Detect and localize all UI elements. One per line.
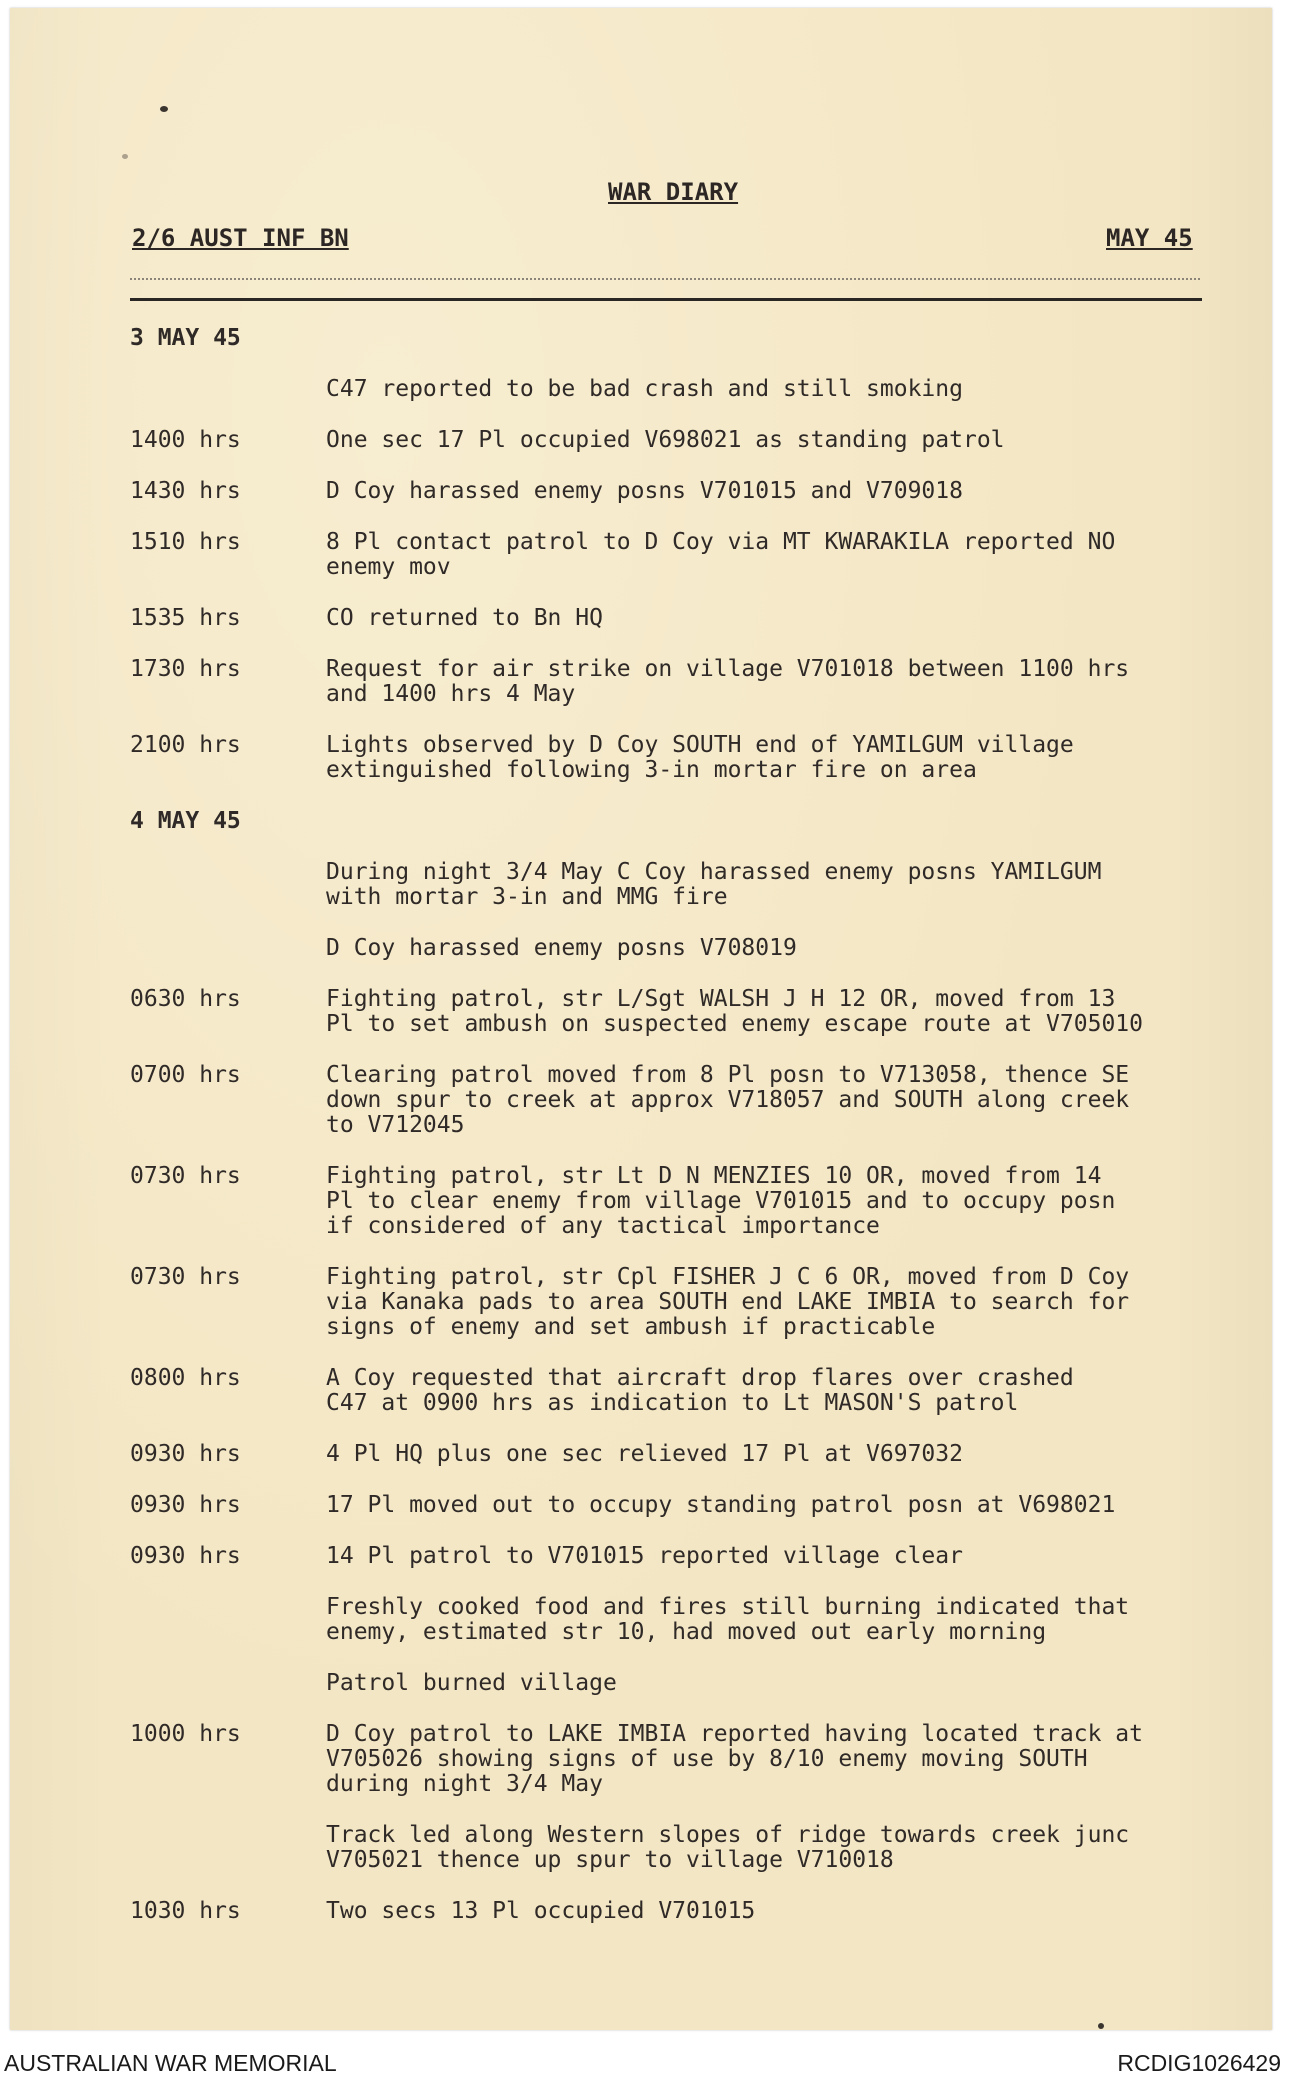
document-title: WAR DIARY	[608, 178, 739, 206]
reference-id: RCDIG1026429	[1117, 2050, 1281, 2076]
diary-entry	[130, 530, 1230, 580]
entry-text: Lights observed by D Coy SOUTH end of YAMILGUM village extinguished following 3-in mortar fire on area	[326, 732, 1074, 783]
entry-time: 2100 hrs	[130, 732, 241, 758]
entry-text: D Coy harassed enemy posns V708019	[326, 935, 797, 961]
entry-time	[130, 377, 326, 402]
entry-text: Clearing patrol moved from 8 Pl posn to V713058, thence SE down spur to creek at approx V718057 and SOUTH along creek to V712045	[326, 1062, 1130, 1138]
entry-text: Patrol burned village	[326, 1670, 617, 1696]
entry-text: 4 Pl HQ plus one sec relieved 17 Pl at V697032	[326, 1441, 963, 1467]
entry-time: 0930 hrs	[130, 1441, 241, 1467]
entry-time	[130, 1823, 326, 1873]
ink-dot	[1098, 2023, 1104, 2029]
diary-entry	[130, 1063, 1230, 1138]
entry-text: Fighting patrol, str Cpl FISHER J C 6 OR, moved from D Coy via Kanaka pads to area SOUTH end LAKE IMBIA to search for signs of enemy and set ambush if practicable	[326, 1264, 1130, 1340]
day-heading	[130, 809, 1230, 834]
entry-text: Fighting patrol, str Lt D N MENZIES 10 OR, moved from 14 Pl to clear enemy from village V701015 and to occupy posn if considered of any tactical importance	[326, 1163, 1116, 1239]
entry-text: D Coy patrol to LAKE IMBIA reported having located track at V705026 showing signs of use by 8/10 enemy moving SOUTH during night 3/4 May	[326, 1721, 1143, 1797]
diary-entry	[130, 936, 1230, 961]
diary-entries	[130, 326, 1230, 1950]
entry-text: 17 Pl moved out to occupy standing patrol posn at V698021	[326, 1492, 1116, 1518]
entry-text: During night 3/4 May C Coy harassed enemy posns YAMILGUM with mortar 3-in and MMG fire	[326, 859, 1102, 910]
diary-entry	[130, 428, 1230, 453]
entry-text: A Coy requested that aircraft drop flares over crashed C47 at 0900 hrs as indication to Lt MASON'S patrol	[326, 1365, 1074, 1416]
entry-text: Two secs 13 Pl occupied V701015	[326, 1898, 756, 1924]
entry-time	[130, 936, 326, 961]
entry-time: 1730 hrs	[130, 656, 241, 682]
entry-time: 0630 hrs	[130, 986, 241, 1012]
entry-text: CO returned to Bn HQ	[326, 605, 603, 631]
entry-text: Request for air strike on village V701018 between 1100 hrs and 1400 hrs 4 May	[326, 656, 1130, 707]
entry-time	[130, 860, 326, 910]
entry-text: C47 reported to be bad crash and still smoking	[326, 376, 963, 402]
diary-entry	[130, 377, 1230, 402]
diary-entry	[130, 987, 1230, 1037]
entry-time	[130, 1671, 326, 1696]
entry-time: 0930 hrs	[130, 1492, 241, 1518]
entry-text: D Coy harassed enemy posns V701015 and V709018	[326, 478, 963, 504]
diary-entry	[130, 1671, 1230, 1696]
source-credit: AUSTRALIAN WAR MEMORIAL	[4, 2050, 337, 2076]
day-label: 4 MAY 45	[130, 808, 241, 834]
paper-mark	[122, 154, 128, 159]
diary-entry	[130, 1493, 1230, 1518]
entry-time: 1030 hrs	[130, 1898, 241, 1924]
diary-entry	[130, 1442, 1230, 1467]
day-heading	[130, 326, 1230, 351]
entry-text: Freshly cooked food and fires still burning indicated that enemy, estimated str 10, had moved out early morning	[326, 1594, 1130, 1645]
entry-text: Track led along Western slopes of ridge towards creek junc V705021 thence up spur to village V710018	[326, 1822, 1130, 1873]
diary-entry	[130, 606, 1230, 631]
diary-entry	[130, 1265, 1230, 1340]
entry-time: 1510 hrs	[130, 529, 241, 555]
entry-time: 0730 hrs	[130, 1264, 241, 1290]
diary-entry	[130, 479, 1230, 504]
entry-text: One sec 17 Pl occupied V698021 as standing patrol	[326, 427, 1005, 453]
entry-time: 1400 hrs	[130, 427, 241, 453]
diary-entry	[130, 657, 1230, 707]
day-label: 3 MAY 45	[130, 325, 241, 351]
entry-time: 1000 hrs	[130, 1721, 241, 1747]
diary-entry	[130, 733, 1230, 783]
diary-entry	[130, 860, 1230, 910]
entry-time: 0700 hrs	[130, 1062, 241, 1088]
entry-text: 14 Pl patrol to V701015 reported village clear	[326, 1543, 963, 1569]
entry-time: 0930 hrs	[130, 1543, 241, 1569]
diary-entry	[130, 1366, 1230, 1416]
unit-name: 2/6 AUST INF BN	[132, 224, 349, 252]
entry-text: Fighting patrol, str L/Sgt WALSH J H 12 OR, moved from 13 Pl to set ambush on suspected enemy escape route at V705010	[326, 986, 1143, 1037]
diary-period: MAY 45	[1106, 224, 1193, 252]
diary-entry	[130, 1595, 1230, 1645]
entry-time	[130, 1595, 326, 1645]
diary-entry	[130, 1722, 1230, 1797]
diary-entry	[130, 1823, 1230, 1873]
diary-entry	[130, 1899, 1230, 1924]
entry-time: 0800 hrs	[130, 1365, 241, 1391]
dotted-divider	[130, 278, 1200, 280]
diary-entry	[130, 1164, 1230, 1239]
entry-time: 1430 hrs	[130, 478, 241, 504]
header-rule	[130, 298, 1202, 301]
entry-text: 8 Pl contact patrol to D Coy via MT KWARAKILA reported NO enemy mov	[326, 529, 1116, 580]
entry-time: 0730 hrs	[130, 1163, 241, 1189]
staple-mark	[160, 106, 168, 112]
diary-entry	[130, 1544, 1230, 1569]
entry-time: 1535 hrs	[130, 605, 241, 631]
